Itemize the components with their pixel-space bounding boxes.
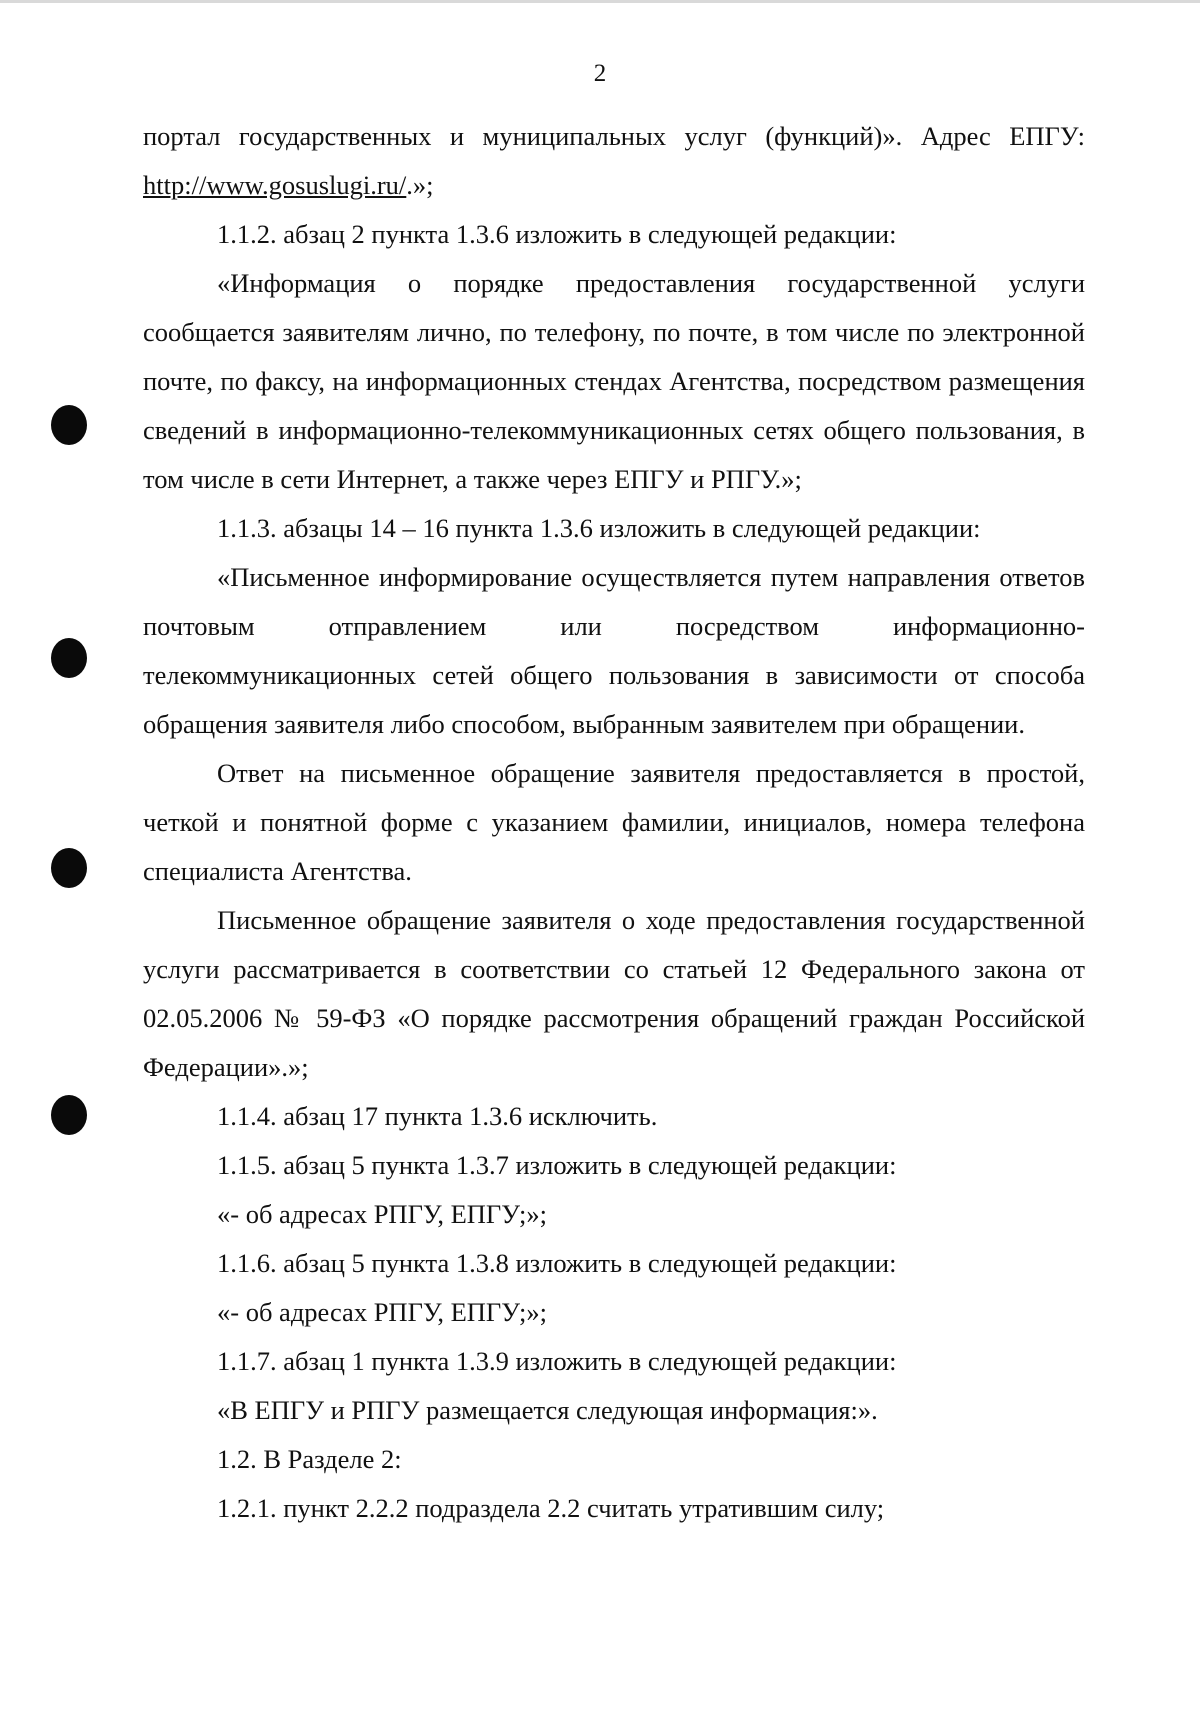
paragraph-information-procedure: «Информация о порядке предоставления государственной услуги сообщается заявителям лично, по телефону, по почте, в том числе по электронной почте, по факсу, на информационных стендах Агентства, посредством размещения сведений в информационно-телекоммуникационных сетях общего пользования, в том числе в сети Интернет, а также через ЕПГУ и РПГУ.»; — [143, 268, 1085, 494]
paragraph-item-1-1-2: 1.1.2. абзац 2 пункта 1.3.6 изложить в следующей редакции: — [217, 219, 897, 249]
paragraph-item-1-2-1: 1.2.1. пункт 2.2.2 подраздела 2.2 считать утратившим силу; — [217, 1493, 885, 1523]
paragraph-written-informing: «Письменное информирование осуществляется путем направления ответов почтовым отправлением или посредством информационно-телекоммуникационных сетей общего пользования в зависимости от способа обращения заявителя либо способом, выбранным заявителем при обращении. — [143, 562, 1085, 739]
paragraph-addresses-1: «- об адресах РПГУ, ЕПГУ;»; — [217, 1199, 547, 1229]
paragraph-placement-info: «В ЕПГУ и РПГУ размещается следующая информация:». — [217, 1395, 878, 1425]
page-number: 2 — [593, 60, 607, 87]
punch-hole — [51, 638, 87, 678]
paragraph-item-1-1-7: 1.1.7. абзац 1 пункта 1.3.9 изложить в следующей редакции: — [217, 1346, 897, 1376]
scan-top-edge — [0, 0, 1200, 3]
paragraph-item-1-1-4: 1.1.4. абзац 17 пункта 1.3.6 исключить. — [217, 1101, 658, 1131]
paragraph-portal-address — [143, 112, 1085, 210]
paragraph-text: .»; — [406, 170, 434, 200]
paragraph-addresses-2: «- об адресах РПГУ, ЕПГУ;»; — [217, 1297, 547, 1327]
punch-hole — [51, 848, 87, 888]
document-body — [143, 112, 1085, 1533]
paragraph-item-1-1-5: 1.1.5. абзац 5 пункта 1.3.7 изложить в следующей редакции: — [217, 1150, 897, 1180]
paragraph-item-1-1-6: 1.1.6. абзац 5 пункта 1.3.8 изложить в следующей редакции: — [217, 1248, 897, 1278]
gosuslugi-link[interactable]: http://www.gosuslugi.ru/ — [143, 170, 407, 200]
paragraph-text: портал государственных и муниципальных услуг (функций)». Адрес ЕПГУ: — [143, 121, 1085, 151]
paragraph-written-appeal: Письменное обращение заявителя о ходе предоставления государственной услуги рассматривается в соответствии со статьей 12 Федерального закона от 02.05.2006 № 59-ФЗ «О порядке рассмотрения обращений граждан Российской Федерации».»; — [143, 905, 1085, 1082]
punch-hole — [51, 1095, 87, 1135]
paragraph-item-1-1-3: 1.1.3. абзацы 14 – 16 пункта 1.3.6 изложить в следующей редакции: — [217, 513, 981, 543]
paragraph-written-answer: Ответ на письменное обращение заявителя предоставляется в простой, четкой и понятной форме с указанием фамилии, инициалов, номера телефона специалиста Агентства. — [143, 758, 1085, 886]
paragraph-section-2: 1.2. В Разделе 2: — [217, 1444, 402, 1474]
punch-hole — [51, 405, 87, 445]
